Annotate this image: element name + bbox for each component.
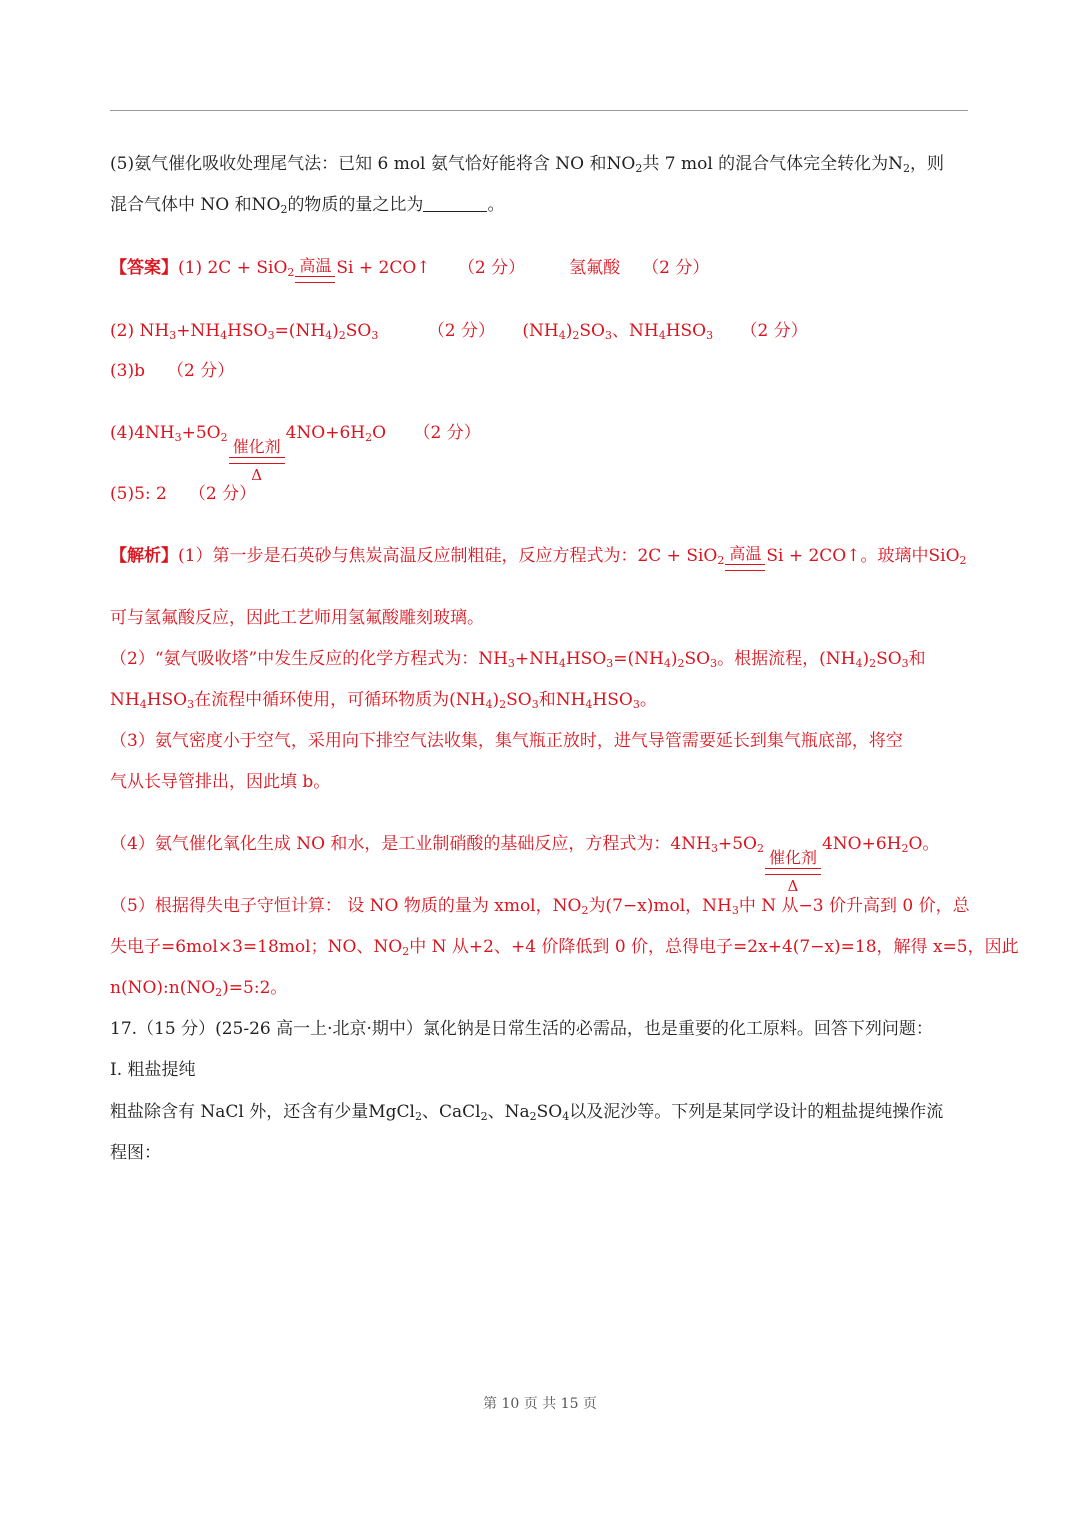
catalyst-condition-2: 催化剂 Δ [765, 850, 821, 894]
answer-line-4: $(4)4NH_3+5O_2$ 催化剂 Δ $4NO+6H_2O$ （2 分） [110, 423, 481, 484]
question-5-line-1: (5)氨气催化吸收处理尾气法：已知 6 mol 氨气恰好能将含 NO 和$NO_2$共 7 mol 的混合气体完全转化为$N_2$，则 [110, 154, 945, 175]
question-17-line-2: I. 粗盐提纯 [110, 1060, 196, 1080]
analysis-line-7: （4）氨气催化氧化生成 NO 和水，是工业制硝酸的基础反应，方程式为：$4NH_3+5O_2$ 催化剂 Δ $4NO+6H_2O$。 [110, 834, 940, 895]
analysis-line-1: 【解析】(1）第一步是石英砂与焦炭高温反应制粗硅，反应方程式为：2C + SiO$_2$ 高温 Si + 2CO↑。玻璃中SiO$_2$ [110, 544, 967, 571]
analysis-line-4: $NH_4HSO_3$在流程中循环使用，可循环物质为$(NH_4)_2SO_3$和$NH_4HSO_3$。 [110, 690, 657, 711]
analysis-line-5: （3）氨气密度小于空气，采用向下排空气法收集，集气瓶正放时，进气导管需要延长到集气瓶底部，将空 [110, 731, 903, 751]
answer-line-5: (5)5: 2 （2 分） [110, 484, 257, 504]
high-temp-condition: 高温 [295, 258, 335, 283]
page-footer: 第 10 页 共 15 页 [483, 1396, 597, 1412]
answer-label: 【答案】 [110, 258, 178, 278]
question-17-line-3: 粗盐除含有 NaCl 外，还含有少量MgCl$_2$、CaCl$_2$、$Na_2SO_4$以及泥沙等。下列是某同学设计的粗盐提纯操作流 [110, 1102, 944, 1123]
analysis-line-9: 失电子=6mol×3=18mol；NO、$NO_2$中 N 从+2、+4 价降低到 0 价，总得电子=2x+4(7−x)=18，解得 x=5，因此 [110, 937, 1019, 958]
question-17-line-1: 17.（15 分）(25-26 高一上·北京·期中）氯化钠是日常生活的必需品，也是重要的化工原料。回答下列问题： [110, 1019, 933, 1039]
answer-blank [423, 197, 487, 212]
analysis-line-6: 气从长导管排出，因此填 b。 [110, 772, 331, 792]
answer-line-1: 【答案】(1) 2C + SiO$_2$ 高温 Si + 2CO↑ （2 分） 氢氟酸 （2 分） [110, 256, 709, 283]
analysis-label: 【解析】 [110, 546, 178, 566]
header-rule [110, 110, 968, 111]
answer-line-2: (2) $NH_3+NH_4HSO_3=(NH_4)_2SO_3$ （2 分） $(NH_4)_2SO_3$、$NH_4HSO_3$ （2 分） [110, 321, 808, 342]
question-17-line-4: 程图： [110, 1143, 161, 1163]
analysis-line-2: 可与氢氟酸反应，因此工艺师用氢氟酸雕刻玻璃。 [110, 608, 484, 628]
analysis-line-8: （5）根据得失电子守恒计算： 设 NO 物质的量为 xmol，$NO_2$为(7−x)mol，$NH_3$中 N 从−3 价升高到 0 价，总 [110, 896, 970, 917]
answer-line-3: (3)b （2 分） [110, 361, 235, 381]
catalyst-condition: 催化剂 Δ [229, 439, 285, 483]
high-temp-condition-2: 高温 [725, 546, 765, 571]
analysis-line-3: （2）“氨气吸收塔”中发生反应的化学方程式为：$NH_3+NH_4HSO_3=(NH_4)_2SO_3$。根据流程，$(NH_4)_2SO_3$和 [110, 649, 926, 670]
analysis-line-10: $n(NO):n(NO_2)=5:2$。 [110, 978, 288, 999]
question-5-line-2: 混合气体中 NO 和$NO_2$的物质的量之比为 。 [110, 195, 505, 216]
